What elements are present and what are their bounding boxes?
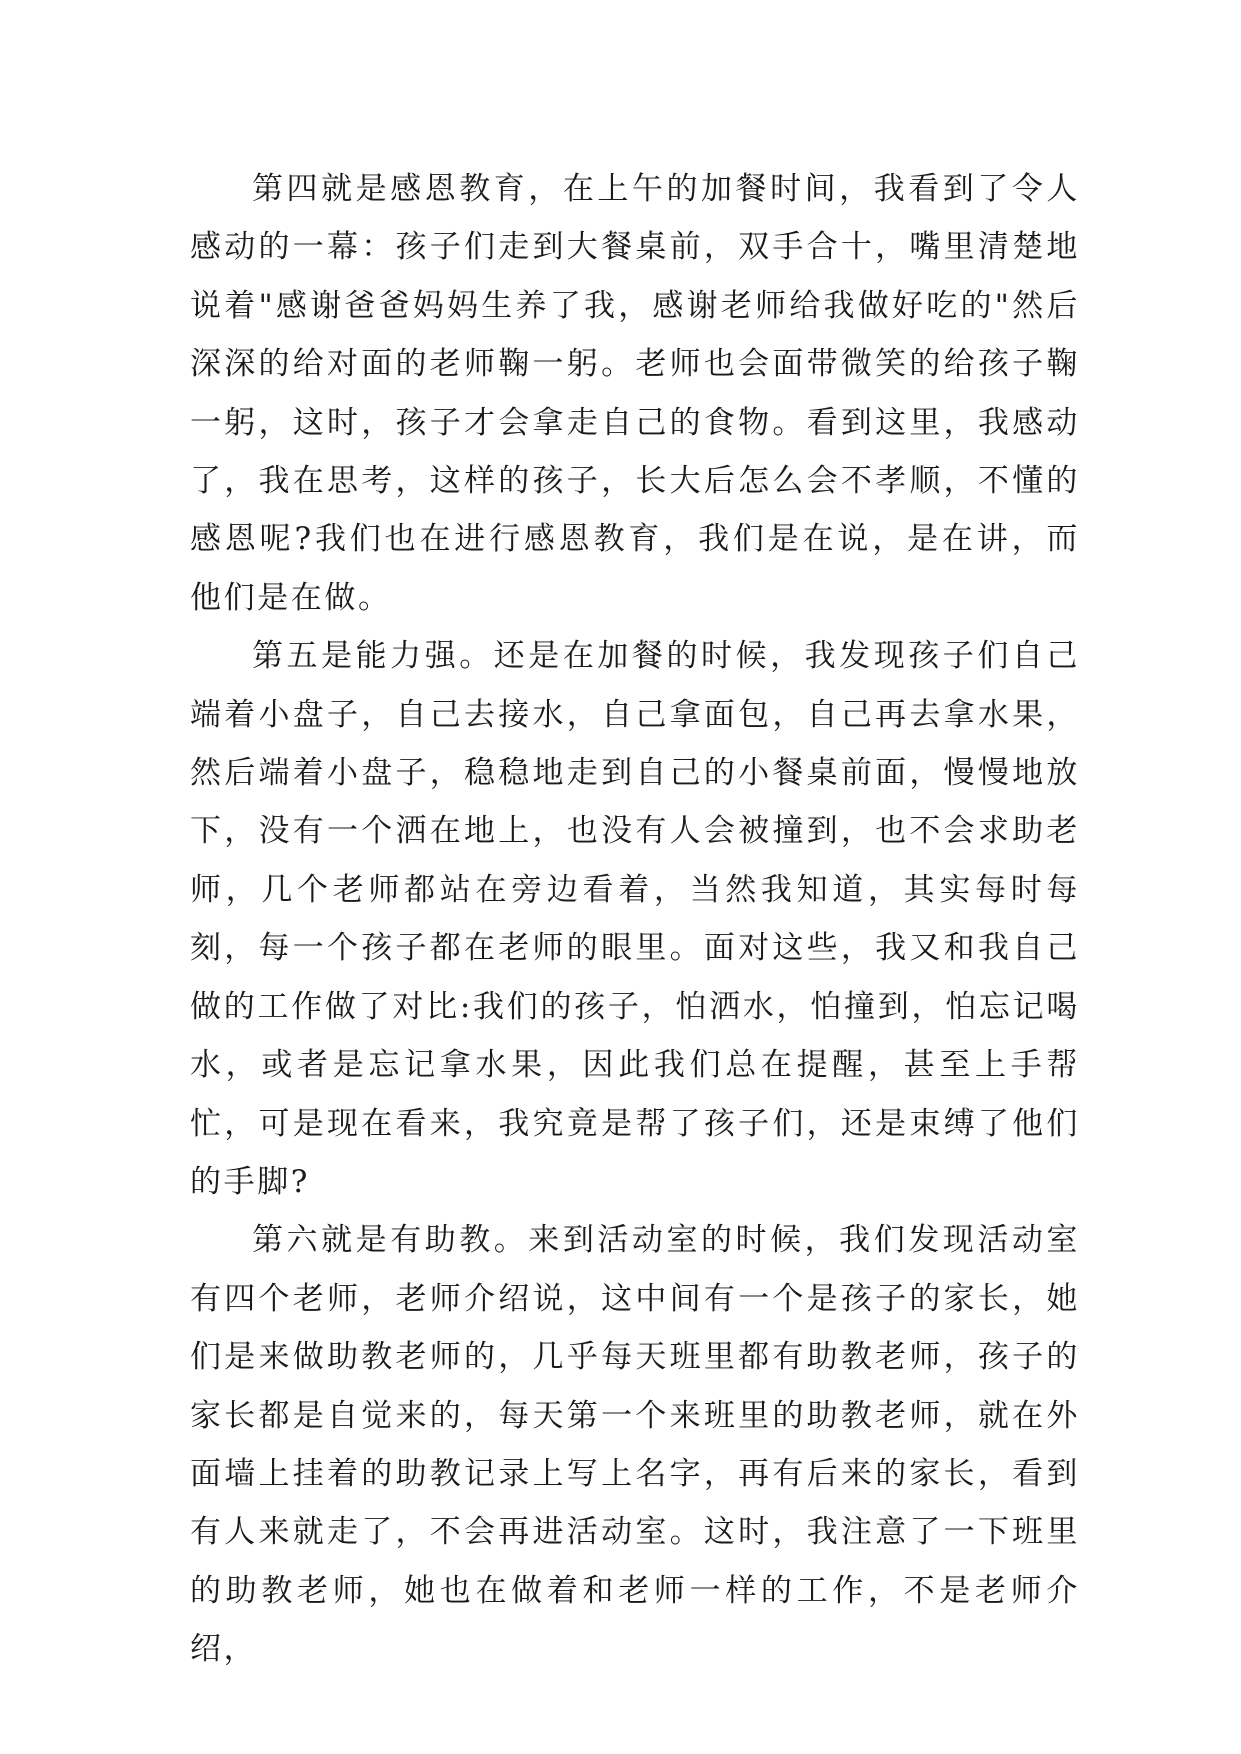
paragraph-strong-ability: 第五是能力强。还是在加餐的时候，我发现孩子们自己端着小盘子，自己去接水，自己拿面包，自己再去拿水果，然后端着小盘子，稳稳地走到自己的小餐桌前面，慢慢地放下，没有一个洒在地上，也没有人会被撞到，也不会求助老师，几个老师都站在旁边看着，当然我知道，其实每时每刻，每一个孩子都在老师的眼里。面对这些，我又和我自己做的工作做了对比:我们的孩子，怕洒水，怕撞到，怕忘记喝水，或者是忘记拿水果，因此我们总在提醒，甚至上手帮忙，可是现在看来，我究竟是帮了孩子们，还是束缚了他们的手脚? bbox=[190, 638, 1080, 1200]
document-body bbox=[190, 160, 1080, 1679]
paragraph-gratitude-education: 第四就是感恩教育，在上午的加餐时间，我看到了令人感动的一幕：孩子们走到大餐桌前，双手合十，嘴里清楚地说着"感谢爸爸妈妈生养了我，感谢老师给我做好吃的"然后深深的给对面的老师鞠一躬。老师也会面带微笑的给孩子鞠一躬，这时，孩子才会拿走自己的食物。看到这里，我感动了，我在思考，这样的孩子，长大后怎么会不孝顺，不懂的感恩呢?我们也在进行感恩教育，我们是在说，是在讲，而他们是在做。 bbox=[190, 171, 1080, 616]
paragraph-teaching-assistant: 第六就是有助教。来到活动室的时候，我们发现活动室有四个老师，老师介绍说，这中间有一个是孩子的家长，她们是来做助教老师的，几乎每天班里都有助教老师，孩子的家长都是自觉来的，每天第一个来班里的助教老师，就在外面墙上挂着的助教记录上写上名字，再有后来的家长，看到有人来就走了，不会再进活动室。这时，我注意了一下班里的助教老师，她也在做着和老师一样的工作，不是老师介绍， bbox=[190, 1222, 1080, 1668]
